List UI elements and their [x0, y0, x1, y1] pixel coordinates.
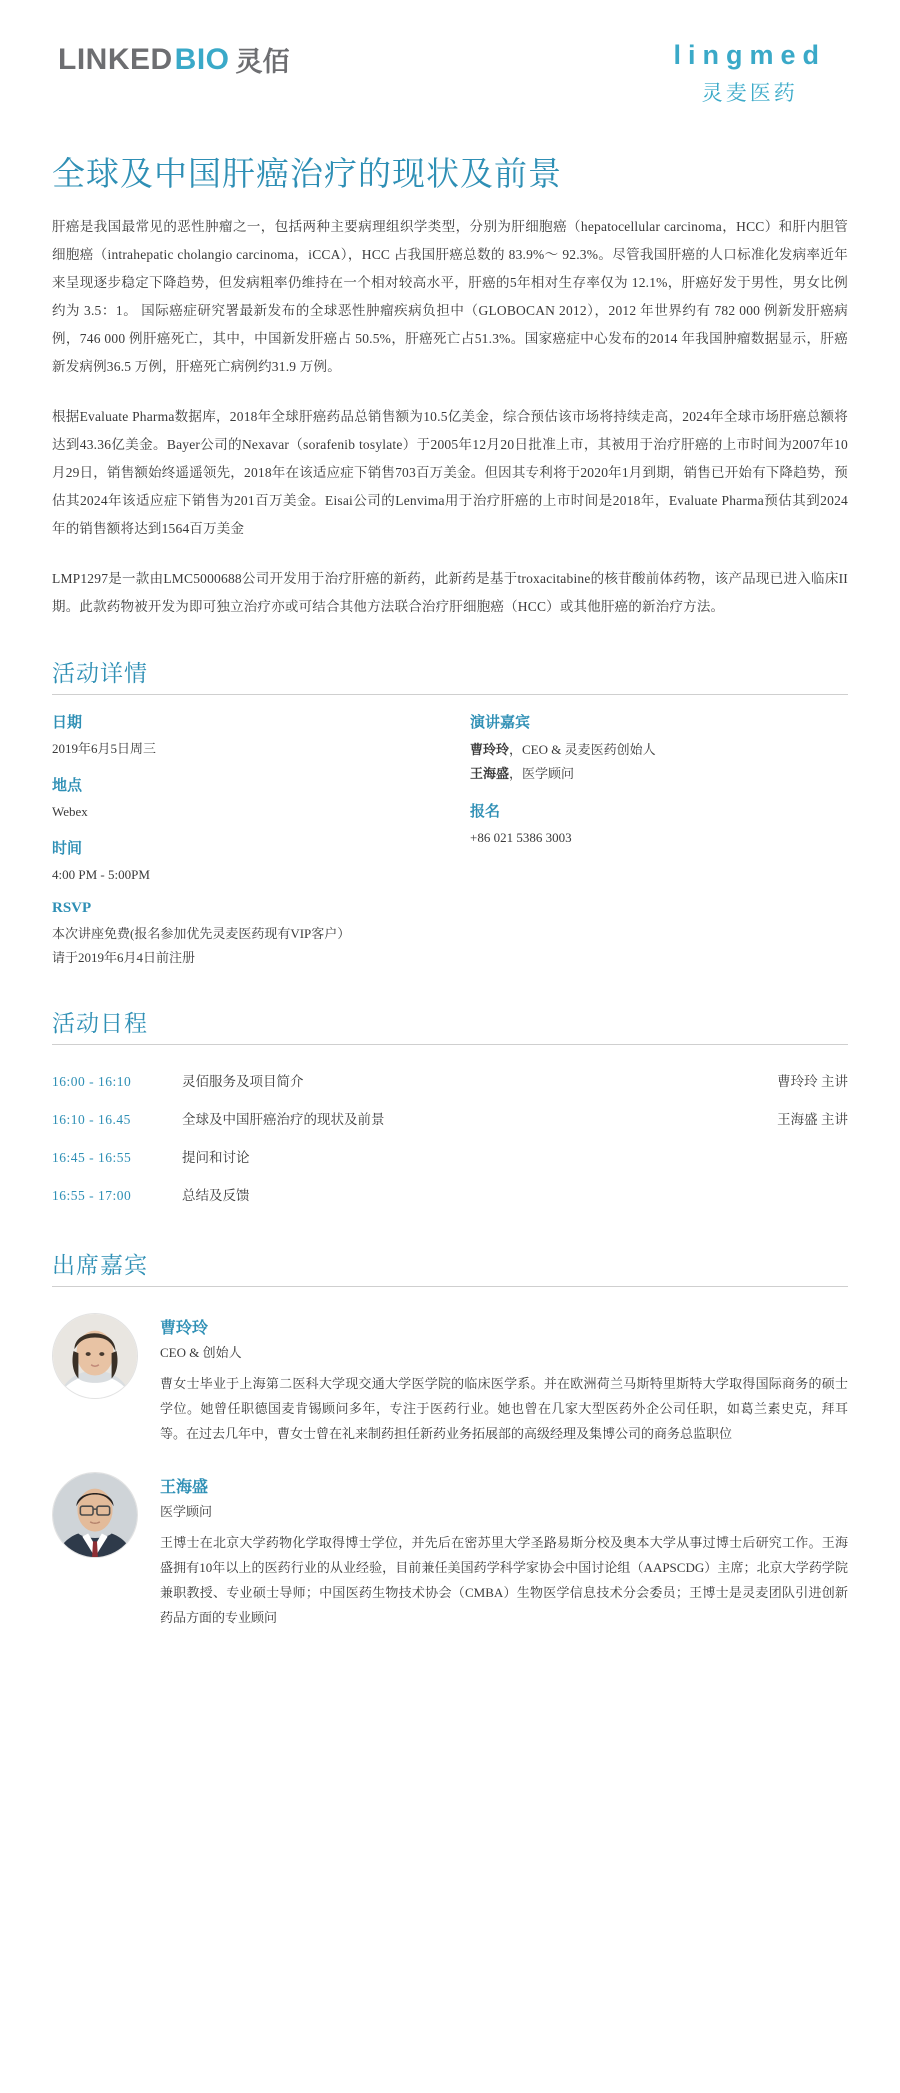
place-value: Webex: [52, 804, 88, 819]
event-details-left-column: [52, 711, 430, 971]
guest-body: [160, 1313, 848, 1446]
rsvp-line-1: 本次讲座免费(报名参加优先灵麦医药现有VIP客户）: [52, 926, 351, 941]
agenda-row: [52, 1099, 848, 1137]
agenda-speaker: 王海盛 主讲: [777, 1112, 848, 1127]
speaker-entry: [470, 738, 848, 762]
intro-paragraph-2: 根据Evaluate Pharma数据库，2018年全球肝癌药品总销售额为10.5亿美金，综合预估该市场将持续走高，2024年全球市场肝癌总额将达到43.36亿美金。Bayer公司的Nexavar（sorafenib tosylate）于2005年12月20日批准上市，其被用于治疗肝癌的上市时间为2007年10月29日，销售额始终遥遥领先，2018年在该适应症下销售703百万美金。但因其专利将于2020年1月到期，销售已开始有下降趋势，预估其2024年该适应症下销售为201百万美金。Eisai公司的Lenvima用于治疗肝癌的上市时间是2018年，Evaluate Pharma预估其到2024年的销售额将达到1564百万美金: [52, 409, 848, 536]
logo-lingmed-cn: 灵麦医药: [701, 82, 798, 105]
date-value: 2019年6月5日周三: [52, 741, 157, 756]
logo-lingmed-en: lingmed: [673, 40, 826, 70]
guest-name: 王海盛: [160, 1479, 209, 1496]
page-title: 全球及中国肝癌治疗的现状及前景: [52, 157, 562, 193]
guests-heading: 出席嘉宾: [52, 1253, 148, 1278]
signup-phone[interactable]: +86 021 5386 3003: [470, 830, 572, 845]
agenda-topic: 全球及中国肝癌治疗的现状及前景: [182, 1112, 385, 1127]
speaker-entry: [470, 762, 848, 786]
speaker-name: 王海盛: [470, 766, 510, 781]
agenda-row: [52, 1137, 848, 1175]
agenda-divider: [52, 1044, 848, 1045]
logo-linked-text: LINKED: [58, 42, 173, 76]
agenda-heading: 活动日程: [52, 1011, 148, 1036]
intro-paragraph-1: 肝癌是我国最常见的恶性肿瘤之一，包括两种主要病理组织学类型，分别为肝细胞癌（hepatocellular carcinoma，HCC）和肝内胆管细胞癌（intrahepatic cholangio carcinoma，iCCA），HCC 占我国肝癌总数的 83.9%～ 92.3%。尽管我国肝癌的人口标准化发病率近年来呈现逐步稳定下降趋势，但发病粗率仍维持在一个相对较高水平，肝癌的5年相对生存率仅为 12.1%，肝癌好发于男性，男女比例约为 3.5：1。 国际癌症研究署最新发布的全球恶性肿瘤疾病负担中（GLOBOCAN 2012），2012 年世界约有 782 000 例新发肝癌病例，746 000 例肝癌死亡，其中，中国新发肝癌占 50.5%，肝癌死亡占51.3%。国家癌症中心发布的2014 年我国肿瘤数据显示，肝癌新发病例36.5 万例，肝癌死亡病例约31.9 万例。: [52, 219, 848, 374]
page-header: [52, 28, 848, 114]
speakers-label: 演讲嘉宾: [470, 715, 531, 731]
guest-name: 曹玲玲: [160, 1320, 209, 1337]
agenda-speaker: 曹玲玲 主讲: [777, 1074, 848, 1089]
agenda-time: 16:55 - 17:00: [52, 1188, 132, 1203]
event-details-heading: 活动详情: [52, 661, 148, 686]
rsvp-line-2: 请于2019年6月4日前注册: [52, 950, 196, 965]
agenda-topic: 总结及反馈: [182, 1188, 250, 1203]
guest-item: [52, 1472, 848, 1630]
guest-bio: 王博士在北京大学药物化学取得博士学位，并先后在密苏里大学圣路易斯分校及奥本大学从事过博士后研究工作。王海盛拥有10年以上的医药行业的从业经验，目前兼任美国药学科学家协会中国讨论组（AAPSCDG）主席；北京大学药学院兼职教授、专业硕士导师；中国医药生物技术协会（CMBA）生物医学信息技术分会委员；王博士是灵麦团队引进创新药品方面的专业顾问: [160, 1535, 848, 1625]
guest-bio: 曹女士毕业于上海第二医科大学现交通大学医学院的临床医学系。并在欧洲荷兰马斯特里斯特大学取得国际商务的硕士学位。她曾任职德国麦肯锡顾问多年，专注于医药行业。她也曾在几家大型医药外企公司任职，如葛兰素史克，拜耳等。在过去几年中，曹女士曾在礼来制药担任新药业务拓展部的高级经理及集博公司的商务总监职位: [160, 1376, 848, 1441]
guest-role: 医学顾问: [160, 1504, 213, 1519]
speaker-name: 曹玲玲: [470, 742, 510, 757]
logo-linked-chinese: 灵佰: [235, 47, 290, 77]
avatar: [52, 1313, 138, 1399]
agenda-row: [52, 1175, 848, 1213]
guests-divider: [52, 1286, 848, 1287]
intro-paragraph-3: LMP1297是一款由LMC5000688公司开发用于治疗肝癌的新药，此新药是基于troxacitabine的核苷酸前体药物，该产品现已进入临床II期。此款药物被开发为即可独立治疗亦或可结合其他方法联合治疗肝细胞癌（HCC）或其他肝癌的新治疗方法。: [52, 571, 848, 614]
agenda-time: 16:45 - 16:55: [52, 1150, 132, 1165]
agenda-topic: 灵佰服务及项目简介: [182, 1074, 304, 1089]
lingmed-logo: [673, 40, 848, 107]
agenda-topic: 提问和讨论: [182, 1150, 250, 1165]
agenda-time: 16:00 - 16:10: [52, 1074, 132, 1089]
linkedbio-logo: [52, 40, 290, 79]
signup-label: 报名: [470, 804, 501, 820]
guest-role: CEO & 创始人: [160, 1345, 242, 1360]
guest-body: [160, 1472, 848, 1630]
place-label: 地点: [52, 778, 83, 794]
time-label: 时间: [52, 841, 83, 857]
agenda-time: 16:10 - 16.45: [52, 1112, 131, 1127]
agenda-list: [52, 1061, 848, 1213]
rsvp-label: RSVP: [52, 900, 92, 916]
speaker-role: ，CEO & 灵麦医药创始人: [509, 742, 656, 757]
agenda-row: [52, 1061, 848, 1099]
speaker-role: ，医学顾问: [509, 766, 575, 781]
avatar: [52, 1472, 138, 1558]
time-value: 4:00 PM - 5:00PM: [52, 867, 150, 882]
event-details-right-column: [430, 711, 848, 971]
event-details-block: [52, 711, 848, 971]
date-label: 日期: [52, 715, 83, 731]
guest-item: [52, 1313, 848, 1446]
event-details-divider: [52, 694, 848, 695]
logo-bio-text: BIO: [174, 42, 230, 76]
